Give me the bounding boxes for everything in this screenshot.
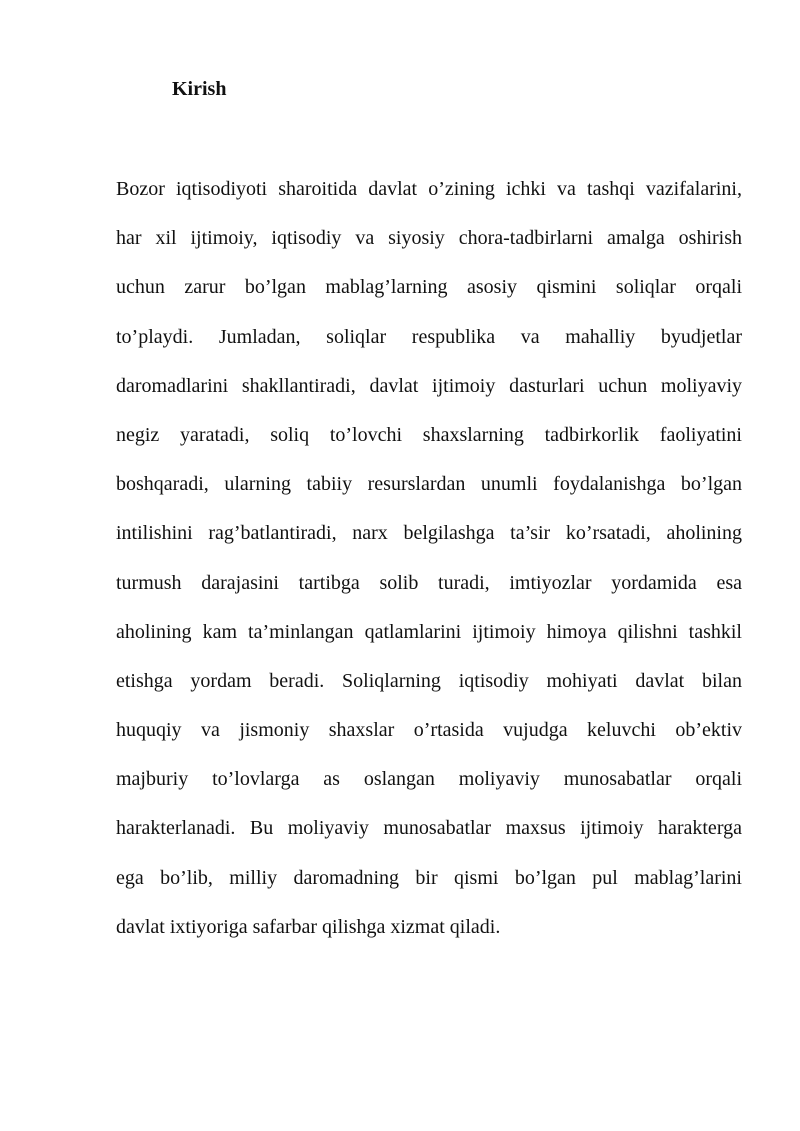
paragraph-line: ega bo’lib, milliy daromadning bir qismi bo’lgan pul mablag’larini [116, 866, 742, 889]
paragraph-line: turmush darajasini tartibga solib turadi, imtiyozlar yordamida esa [116, 571, 742, 594]
paragraph-line: etishga yordam beradi. Soliqlarning iqtisodiy mohiyati davlat bilan [116, 669, 742, 692]
paragraph-line: boshqaradi, ularning tabiiy resurslardan unumli foydalanishga bo’lgan [116, 473, 742, 496]
paragraph-line: Bozor iqtisodiyoti sharoitida davlat o’zining ichki va tashqi vazifalarini, [116, 178, 742, 200]
paragraph-line: huquqiy va jismoniy shaxslar o’rtasida vujudga keluvchi ob’ektiv [116, 719, 742, 742]
paragraph-line: intilishini rag’batlantiradi, narx belgilashga ta’sir ko’rsatadi, aholining [116, 522, 742, 545]
paragraph-line: harakterlanadi. Bu moliyaviy munosabatlar maxsus ijtimoiy harakterga [116, 817, 742, 840]
paragraph-line: majburiy to’lovlarga as oslangan moliyaviy munosabatlar orqali [116, 768, 742, 791]
page-heading: Kirish [172, 78, 227, 100]
paragraph-line: to’playdi. Jumladan, soliqlar respublika va mahalliy byudjetlar [116, 325, 742, 348]
paragraph-line: har xil ijtimoiy, iqtisodiy va siyosiy chora-tadbirlarni amalga oshirish [116, 227, 742, 250]
paragraph-line: aholining kam ta’minlangan qatlamlarini ijtimoiy himoya qilishni tashkil [116, 620, 742, 643]
paragraph-line: daromadlarini shakllantiradi, davlat ijtimoiy dasturlari uchun moliyaviy [116, 374, 742, 397]
paragraph-line: negiz yaratadi, soliq to’lovchi shaxslarning tadbirkorlik faoliyatini [116, 423, 742, 446]
body-paragraph [116, 171, 742, 958]
paragraph-line: uchun zarur bo’lgan mablag’larning asosiy qismini soliqlar orqali [116, 276, 742, 299]
paragraph-line: davlat ixtiyoriga safarbar qilishga xizmat qiladi. [116, 915, 501, 938]
